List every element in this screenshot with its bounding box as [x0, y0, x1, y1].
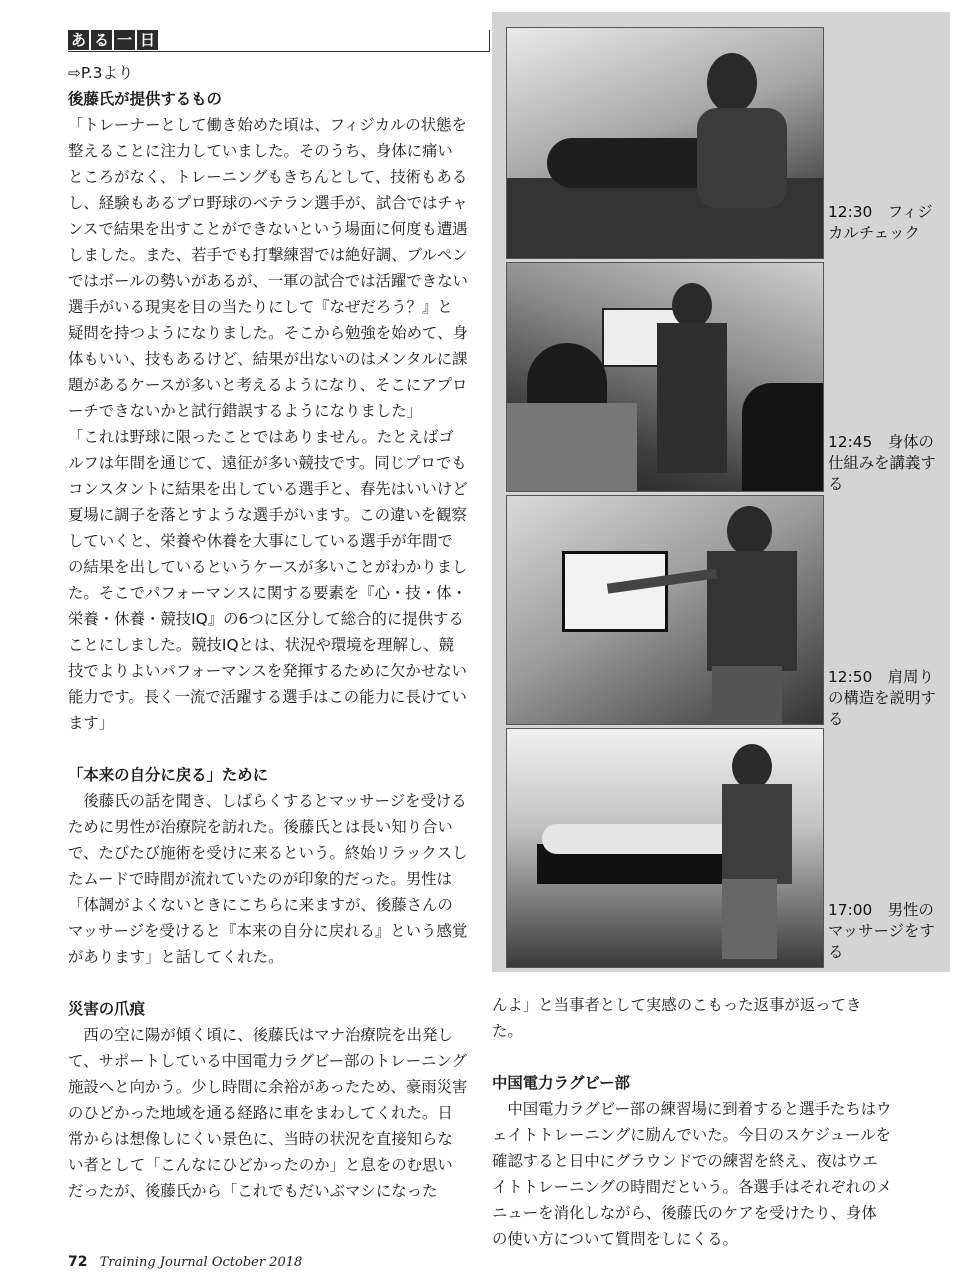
heading-provides: 後藤氏が提供するもの	[68, 90, 222, 108]
paragraph: 中国電力ラグビー部の練習場に到着すると選手たちはウェイトトレーニングに励んでいた。今日のスケジュールを確認すると日中にグラウンドでの練習を終え、夜はウエイトトレーニングの時間だという。各選手はそれぞれのメニューを消化しながら、後藤氏のケアを受けたり、身体の使い方について質問をしにくる。	[492, 1100, 892, 1248]
section-rule	[68, 51, 490, 52]
photo-lecture	[506, 262, 824, 492]
heading-rugby-club: 中国電力ラグビー部	[492, 1074, 630, 1092]
paragraph: 「トレーナーとして働き始めた頃は、フィジカルの状態を整えることに注力していました。そのうち、身体に痛いところがなく、トレーニングもきちんとして、技術もあるし、経験もあるプロ野球のベテラン選手が、試合ではチャンスで結果を出すことができないという場面に何度も遭遇しました。また、若手でも打撃練習では絶好調、ブルペンではボールの勢いがあるが、一軍の試合では活躍できない選手がいる現実を目の当たりにして『なぜだろう？』と疑問を持つようになりました。そこから勉強を始めて、身体もいい、技もあるけど、結果が出ないのはメンタルに課題があるケースが多いと考えるようになり、そこにアプローチできないかと試行錯誤するようになりました」	[68, 116, 468, 420]
heading-return-to-self: 「本来の自分に戻る」ために	[68, 766, 269, 784]
photo-physical-check	[506, 27, 824, 259]
paragraph: んよ」と当事者として実感のこもった返事が返ってきた。	[492, 996, 862, 1040]
section-label	[68, 30, 158, 50]
journal-name: Training Journal	[99, 1255, 208, 1270]
section-rule-vertical	[489, 30, 490, 52]
photo-massage	[506, 728, 824, 968]
section-label-char: あ	[68, 30, 89, 50]
photo-caption: 12:50 肩周りの構造を説明する	[828, 668, 936, 728]
paragraph: 西の空に陽が傾く頃に、後藤氏はマナ治療院を出発して、サポートしている中国電力ラグビー部のトレーニング施設へと向かう。少し時間に余裕があったため、豪雨災害のひどかった地域を通る経路に車をまわしてくれた。日常からは想像しにくい景色に、当時の状況を直接知らない者として「こんなにひどかったのか」と息をのむ思いだったが、後藤氏から「これでもだいぶマシになった	[68, 1026, 468, 1200]
page-reference: ⇨P.3より	[68, 64, 134, 82]
section-label-char: 一	[114, 30, 135, 50]
heading-disaster: 災害の爪痕	[68, 1000, 145, 1018]
right-column	[492, 992, 892, 1252]
photo-caption: 17:00 男性のマッサージをする	[828, 901, 935, 961]
photo-caption: 12:30 フィジカルチェック	[828, 203, 933, 242]
left-column	[68, 60, 468, 1204]
paragraph: 「これは野球に限ったことではありません。たとえばゴルフは年間を通じて、遠征が多い競技です。同じプロでもコンスタントに結果を出している選手と、春先はいいけど夏場に調子を落とすような選手がいます。この違いを観察していくと、栄養や休養を大事にしている選手が年間での結果を出しているというケースが多いことがわかりました。そこでパフォーマンスに関する要素を『心・技・体・栄養・休養・競技IQ』の6つに区分して総合的に提供することにしました。競技IQとは、状況や環境を理解し、競技でよりよいパフォーマンスを発揮するために欠かせない能力です。長く一流で活躍する選手はこの能力に長けています」	[68, 428, 468, 732]
section-label-char: る	[91, 30, 112, 50]
paragraph: 後藤氏の話を聞き、しばらくするとマッサージを受けるために男性が治療院を訪れた。後藤氏とは長い知り合いで、たびたび施術を受けに来るという。終始リラックスしたムードで時間が流れていたのが印象的だった。男性は「体調がよくないときにこちらに来ますが、後藤さんのマッサージを受けると『本来の自分に戻れる』という感覚があります」と話してくれた。	[68, 792, 468, 966]
page-footer	[68, 1254, 302, 1270]
page-number: 72	[68, 1254, 88, 1270]
journal-issue: October 2018	[211, 1255, 303, 1270]
photo-shoulder-explanation	[506, 495, 824, 725]
section-label-char: 日	[137, 30, 158, 50]
photo-panel	[492, 12, 950, 972]
photo-caption: 12:45 身体の仕組みを講義する	[828, 433, 936, 493]
